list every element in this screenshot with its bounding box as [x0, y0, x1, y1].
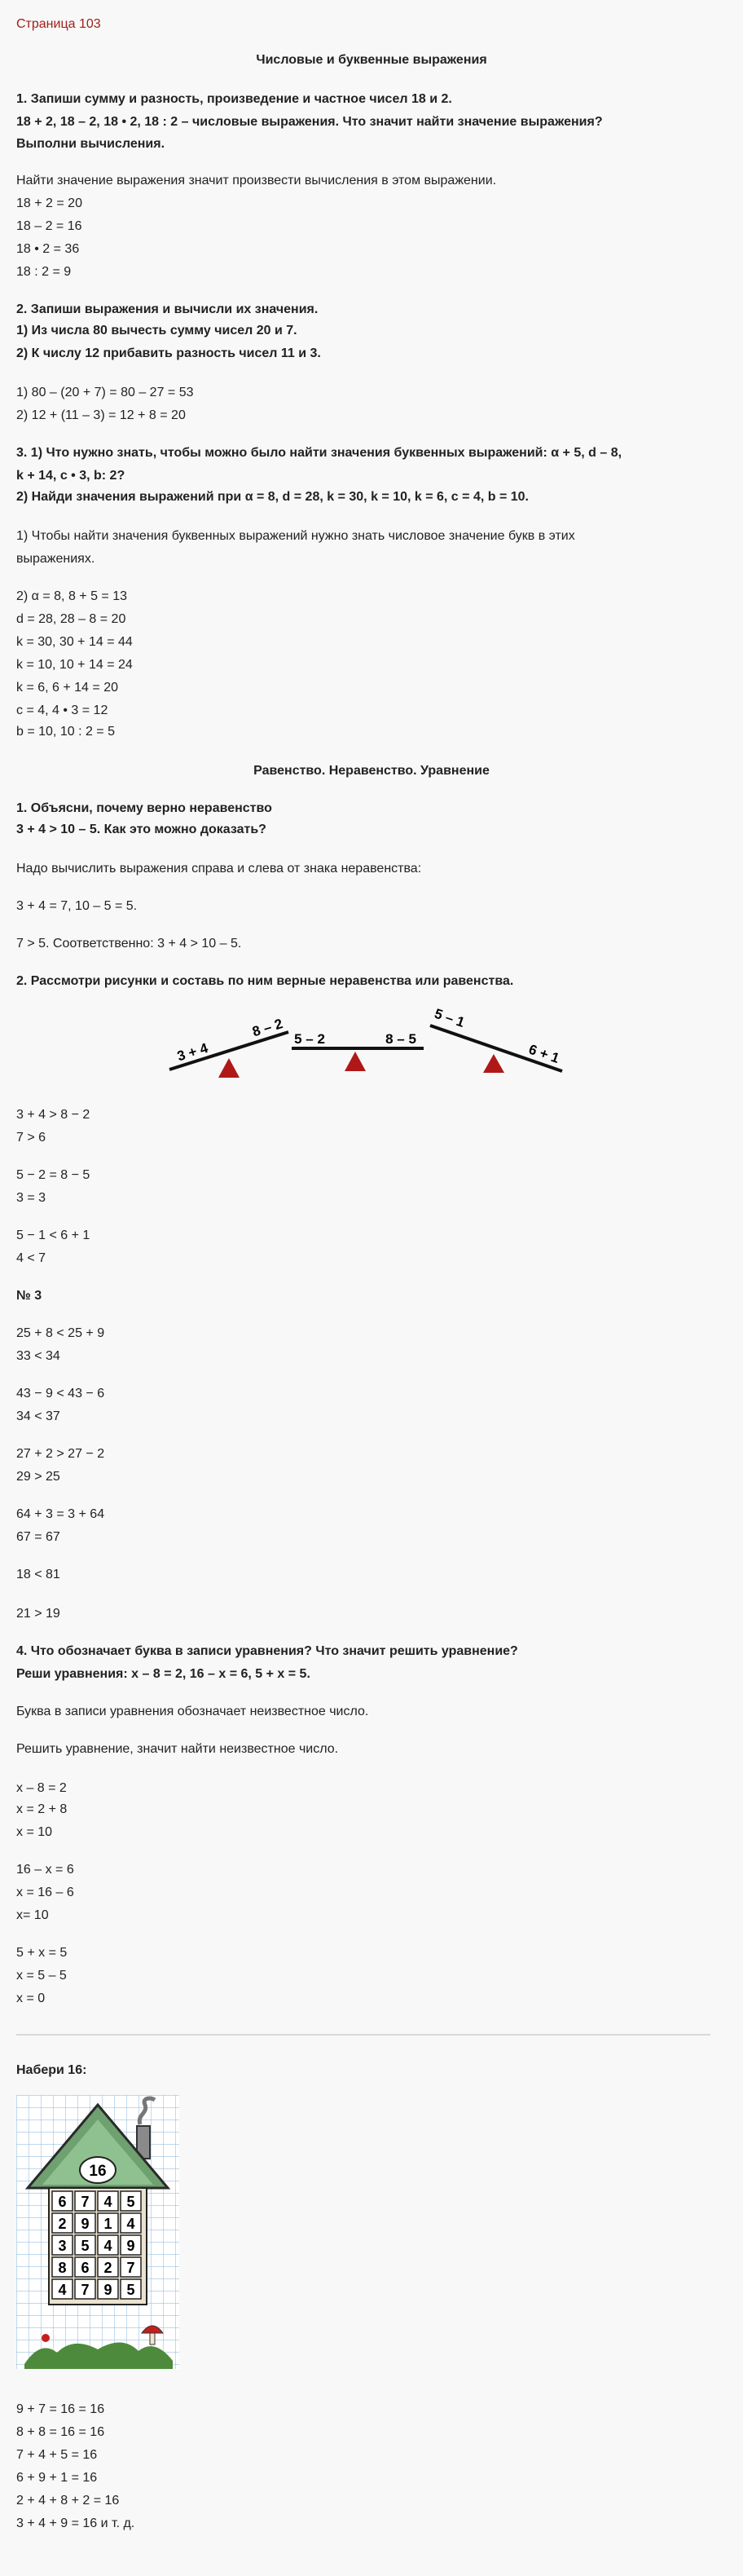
- grid-number: 6: [58, 2194, 67, 2210]
- task-line: 2. Запиши выражения и вычисли их значения.: [16, 302, 319, 316]
- grid-number: 3: [58, 2238, 67, 2254]
- task-line: 2) К числу 12 прибавить разность чисел 11 и 3.: [16, 346, 321, 360]
- section-title: Числовые и буквенные выражения: [256, 53, 487, 67]
- grid-number: 4: [58, 2282, 67, 2298]
- answer-line: 34 < 37: [16, 1409, 60, 1423]
- grid-number: 5: [126, 2194, 135, 2210]
- answer-text: 7 > 5. Соответственно: 3 + 4 > 10 – 5.: [16, 937, 242, 951]
- answer-line: c = 4, 4 • 3 = 12: [16, 704, 108, 717]
- task-line: 3. 1) Что нужно знать, чтобы можно было найти значения буквенных выражений: α + 5, d – 8,: [16, 446, 622, 460]
- scale-left-heavy: [169, 1016, 288, 1078]
- scale-label: 8 – 5: [385, 1031, 416, 1047]
- task-line: Выполни вычисления.: [16, 137, 165, 151]
- grid-number: 4: [126, 2216, 135, 2232]
- answer-line: k = 6, 6 + 14 = 20: [16, 681, 118, 695]
- grid-number: 5: [81, 2238, 90, 2254]
- calc-line: 18 • 2 = 36: [16, 242, 80, 256]
- grid-number: 9: [103, 2282, 112, 2298]
- equation-line: x – 8 = 2: [16, 1781, 67, 1795]
- task-line: 1) Из числа 80 вычесть сумму чисел 20 и 7.: [16, 324, 297, 337]
- equation-line: x = 0: [16, 1992, 46, 2005]
- grid-number: 2: [103, 2260, 112, 2276]
- task-line: 18 + 2, 18 – 2, 18 • 2, 18 : 2 – числовые выражения. Что значит найти значение выражения?: [16, 115, 603, 129]
- equation-line: x = 2 + 8: [16, 1802, 68, 1816]
- answer-line: 8 + 8 = 16 = 16: [16, 2425, 105, 2439]
- scale-fulcrum: [483, 1054, 504, 1073]
- divider: [16, 2034, 710, 2036]
- grid-number: 1: [103, 2216, 112, 2232]
- answer-line: 2) 12 + (11 – 3) = 12 + 8 = 20: [16, 408, 186, 422]
- answer-line: 9 + 7 = 16 = 16: [16, 2402, 105, 2416]
- equation-line: x= 10: [16, 1908, 49, 1922]
- answer-line: 18 < 81: [16, 1568, 60, 1581]
- answer-line: d = 28, 28 – 8 = 20: [16, 612, 126, 626]
- house-number: 16: [89, 2163, 107, 2180]
- answer-line: 7 + 4 + 5 = 16: [16, 2448, 98, 2462]
- number-grid: [49, 2188, 147, 2305]
- grid-number: 9: [81, 2216, 90, 2232]
- answer-text: Решить уравнение, значит найти неизвестное число.: [16, 1742, 339, 1756]
- answer-line: 64 + 3 = 3 + 64: [16, 1507, 105, 1521]
- scale-label: 5 – 2: [294, 1031, 325, 1047]
- grid-number: 9: [126, 2238, 135, 2254]
- grid-number: 4: [103, 2194, 112, 2210]
- answer-line: 2 + 4 + 8 + 2 = 16: [16, 2494, 120, 2508]
- scale-label: 6 + 1: [526, 1041, 561, 1067]
- answer-line: 3 + 4 > 8 − 2: [16, 1108, 90, 1122]
- answer-line: 29 > 25: [16, 1470, 60, 1484]
- grid-number: 2: [58, 2216, 67, 2232]
- balance-scales-illustration: [155, 1003, 578, 1084]
- task-line: 4. Что обозначает буква в записи уравнения? Что значит решить уравнение?: [16, 1644, 518, 1658]
- task-line: 2) Найди значения выражений при α = 8, d = 28, k = 30, k = 10, k = 6, c = 4, b = 10.: [16, 490, 529, 504]
- answer-line: 1) 80 – (20 + 7) = 80 – 27 = 53: [16, 386, 194, 399]
- answer-line: 21 > 19: [16, 1607, 60, 1621]
- grid-number: 7: [81, 2194, 90, 2210]
- section-title: Равенство. Неравенство. Уравнение: [253, 764, 490, 778]
- grid-number: 7: [81, 2282, 90, 2298]
- answer-line: 3 + 4 + 9 = 16 и т. д.: [16, 2516, 135, 2530]
- grid-number: 7: [126, 2260, 135, 2276]
- scale-right-heavy: [430, 1006, 562, 1073]
- task-line: k + 14, c • 3, b: 2?: [16, 469, 125, 483]
- answer-line: 6 + 9 + 1 = 16: [16, 2471, 98, 2485]
- equation-line: 5 + x = 5: [16, 1946, 68, 1960]
- grid-number: 8: [58, 2260, 67, 2276]
- answer-line: 3 = 3: [16, 1191, 46, 1205]
- answer-line: 5 − 2 = 8 − 5: [16, 1168, 90, 1182]
- answer-line: 43 − 9 < 43 − 6: [16, 1387, 105, 1400]
- answer-line: 1) Чтобы найти значения буквенных выражений нужно знать числовое значение букв в этих: [16, 529, 575, 543]
- task-line: № 3: [16, 1289, 42, 1303]
- answer-line: 4 < 7: [16, 1251, 46, 1265]
- answer-line: 33 < 34: [16, 1349, 60, 1363]
- equation-line: 16 – x = 6: [16, 1863, 74, 1877]
- task-line: Реши уравнения: x – 8 = 2, 16 – x = 6, 5 + x = 5.: [16, 1667, 310, 1681]
- task-line: 1. Запиши сумму и разность, произведение и частное чисел 18 и 2.: [16, 92, 452, 106]
- page-link[interactable]: Страница 103: [16, 17, 101, 31]
- answer-line: k = 30, 30 + 14 = 44: [16, 635, 133, 649]
- answer-line: 25 + 8 < 25 + 9: [16, 1326, 105, 1340]
- answer-line: 67 = 67: [16, 1530, 60, 1544]
- calc-line: 18 : 2 = 9: [16, 265, 72, 279]
- scale-label: 5 – 1: [432, 1005, 467, 1030]
- scale-balanced: [292, 1031, 424, 1071]
- answer-text: Найти значение выражения значит произвести вычисления в этом выражении.: [16, 174, 497, 187]
- calc-line: 18 + 2 = 20: [16, 196, 82, 210]
- answer-line: 7 > 6: [16, 1131, 46, 1145]
- answer-text: 3 + 4 = 7, 10 – 5 = 5.: [16, 899, 138, 913]
- equation-line: x = 10: [16, 1825, 53, 1839]
- answer-text: Буква в записи уравнения обозначает неизвестное число.: [16, 1705, 369, 1718]
- house-puzzle-illustration: [16, 2095, 179, 2372]
- grid-number: 4: [103, 2238, 112, 2254]
- scale-fulcrum: [345, 1052, 366, 1071]
- scale-label: 8 – 2: [250, 1016, 285, 1040]
- task-line: 1. Объясни, почему верно неравенство: [16, 801, 272, 815]
- scale-label: 3 + 4: [175, 1040, 210, 1065]
- answer-line: 2) α = 8, 8 + 5 = 13: [16, 589, 128, 603]
- equation-line: x = 5 – 5: [16, 1969, 67, 1983]
- answer-line: 27 + 2 > 27 − 2: [16, 1447, 105, 1461]
- answer-line: выражениях.: [16, 552, 95, 566]
- scale-fulcrum: [218, 1058, 240, 1078]
- answer-line: 5 − 1 < 6 + 1: [16, 1228, 90, 1242]
- answer-text: Надо вычислить выражения справа и слева от знака неравенства:: [16, 862, 422, 876]
- task-line: 2. Рассмотри рисунки и составь по ним верные неравенства или равенства.: [16, 974, 514, 988]
- answer-line: k = 10, 10 + 14 = 24: [16, 658, 133, 672]
- answer-line: b = 10, 10 : 2 = 5: [16, 725, 115, 739]
- grid-number: 5: [126, 2282, 135, 2298]
- flower: [42, 2334, 50, 2342]
- calc-line: 18 – 2 = 16: [16, 219, 82, 233]
- grid-number: 6: [81, 2260, 90, 2276]
- task-line: 3 + 4 > 10 – 5. Как это можно доказать?: [16, 823, 266, 836]
- equation-line: x = 16 – 6: [16, 1886, 74, 1899]
- task-line: Набери 16:: [16, 2063, 87, 2077]
